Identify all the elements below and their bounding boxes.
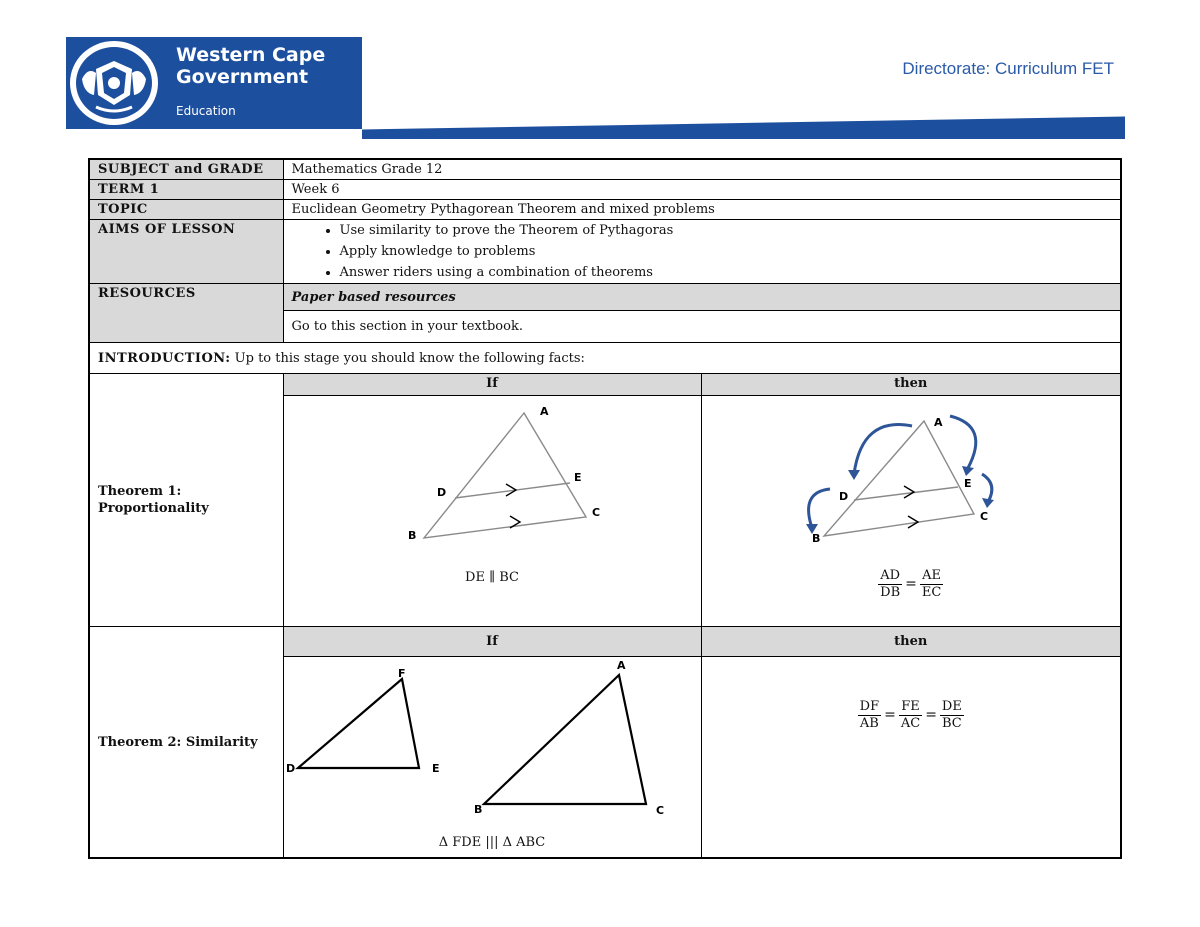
row-resources-heading <box>89 284 1121 311</box>
ratio-arrows-icon <box>806 416 994 534</box>
row-topic <box>89 200 1121 220</box>
fraction <box>920 568 943 601</box>
numerator: FE <box>901 699 920 714</box>
numerator: DE <box>941 699 962 714</box>
point-c-label: C <box>979 510 988 523</box>
logo-line-2: Government <box>176 66 309 88</box>
topic-label: TOPIC <box>89 200 283 220</box>
theorem2-condition: Δ FDE ||| Δ ABC <box>438 835 546 850</box>
theorem2-title: Theorem 2: Similarity <box>89 627 283 859</box>
aims-list <box>292 220 1113 283</box>
point-d-label: D <box>436 486 446 499</box>
point-d-label: D <box>285 762 295 775</box>
aims-label: AIMS OF LESSON <box>89 220 283 284</box>
point-b-label: B <box>811 532 820 545</box>
point-b-label: B <box>407 529 416 542</box>
lesson-plan-table <box>88 158 1122 859</box>
similar-triangles-diagram <box>284 657 702 857</box>
row-term <box>89 180 1121 200</box>
theorem1-then-figure <box>702 396 1121 626</box>
logo-subtitle: Education <box>176 104 236 118</box>
denominator: DB <box>880 585 901 600</box>
aim-item: • Answer riders using a combination of theorems <box>340 262 1113 283</box>
theorem1-if-figure <box>284 396 701 626</box>
numerator: AD <box>880 568 901 583</box>
subject-label: SUBJECT and GRADE <box>89 159 283 180</box>
triangle-abc-diagram <box>284 396 702 626</box>
resources-text: Go to this section in your textbook. <box>283 311 1121 343</box>
point-b-label: B <box>473 803 482 816</box>
header-swoosh <box>0 110 1200 150</box>
point-f-label: F <box>397 667 406 680</box>
theorem2-header-row <box>89 627 1121 657</box>
resources-heading: Paper based resources <box>283 284 1121 311</box>
point-d-label: D <box>838 490 848 503</box>
theorem1-if-header: If <box>283 374 701 396</box>
fraction <box>940 699 964 732</box>
term-value: Week 6 <box>283 180 1121 200</box>
fraction <box>878 568 902 601</box>
topic-value: Euclidean Geometry Pythagorean Theorem and mixed problems <box>283 200 1121 220</box>
fraction <box>858 699 881 732</box>
row-aims <box>89 220 1121 284</box>
theorem2-then-header: then <box>701 627 1121 657</box>
intro-label: INTRODUCTION: <box>98 350 231 366</box>
point-e-label: E <box>573 471 582 484</box>
point-a-label: A <box>616 659 626 672</box>
aim-item: • Apply knowledge to problems <box>340 241 1113 262</box>
subject-value: Mathematics Grade 12 <box>283 159 1121 180</box>
numerator: AE <box>922 568 942 583</box>
row-introduction <box>89 343 1121 374</box>
theorem2-if-header: If <box>283 627 701 657</box>
equals-sign: = <box>884 707 896 723</box>
theorem1-title: Theorem 1: Proportionality <box>89 374 283 627</box>
denominator: BC <box>942 716 962 731</box>
aim-item: • Use similarity to prove the Theorem of Pythagoras <box>340 220 1113 241</box>
denominator: AC <box>900 716 921 731</box>
resources-label: RESOURCES <box>89 284 283 343</box>
theorem2-if-figure <box>284 657 701 857</box>
logo-line-1: Western Cape <box>176 44 326 66</box>
equals-sign: = <box>925 707 937 723</box>
numerator: DF <box>859 699 880 714</box>
theorem1-result <box>702 568 1121 601</box>
theorem2-then-figure <box>702 657 1121 857</box>
directorate-label: Directorate: Curriculum FET <box>902 59 1114 78</box>
theorem1-then-header: then <box>701 374 1121 396</box>
point-c-label: C <box>655 804 664 817</box>
theorem1-condition: DE ∥ BC <box>465 570 519 585</box>
point-e-label: E <box>431 762 440 775</box>
equals-sign: = <box>905 576 917 592</box>
denominator: EC <box>921 585 942 600</box>
point-c-label: C <box>591 506 600 519</box>
term-label: TERM 1 <box>89 180 283 200</box>
intro-text: Up to this stage you should know the following facts: <box>234 350 585 366</box>
fraction <box>899 699 922 732</box>
denominator: AB <box>859 716 879 731</box>
theorem2-result <box>702 699 1121 732</box>
theorem1-header-row <box>89 374 1121 396</box>
row-subject <box>89 159 1121 180</box>
point-e-label: E <box>963 477 972 490</box>
point-a-label: A <box>539 405 549 418</box>
point-a-label: A <box>933 416 943 429</box>
